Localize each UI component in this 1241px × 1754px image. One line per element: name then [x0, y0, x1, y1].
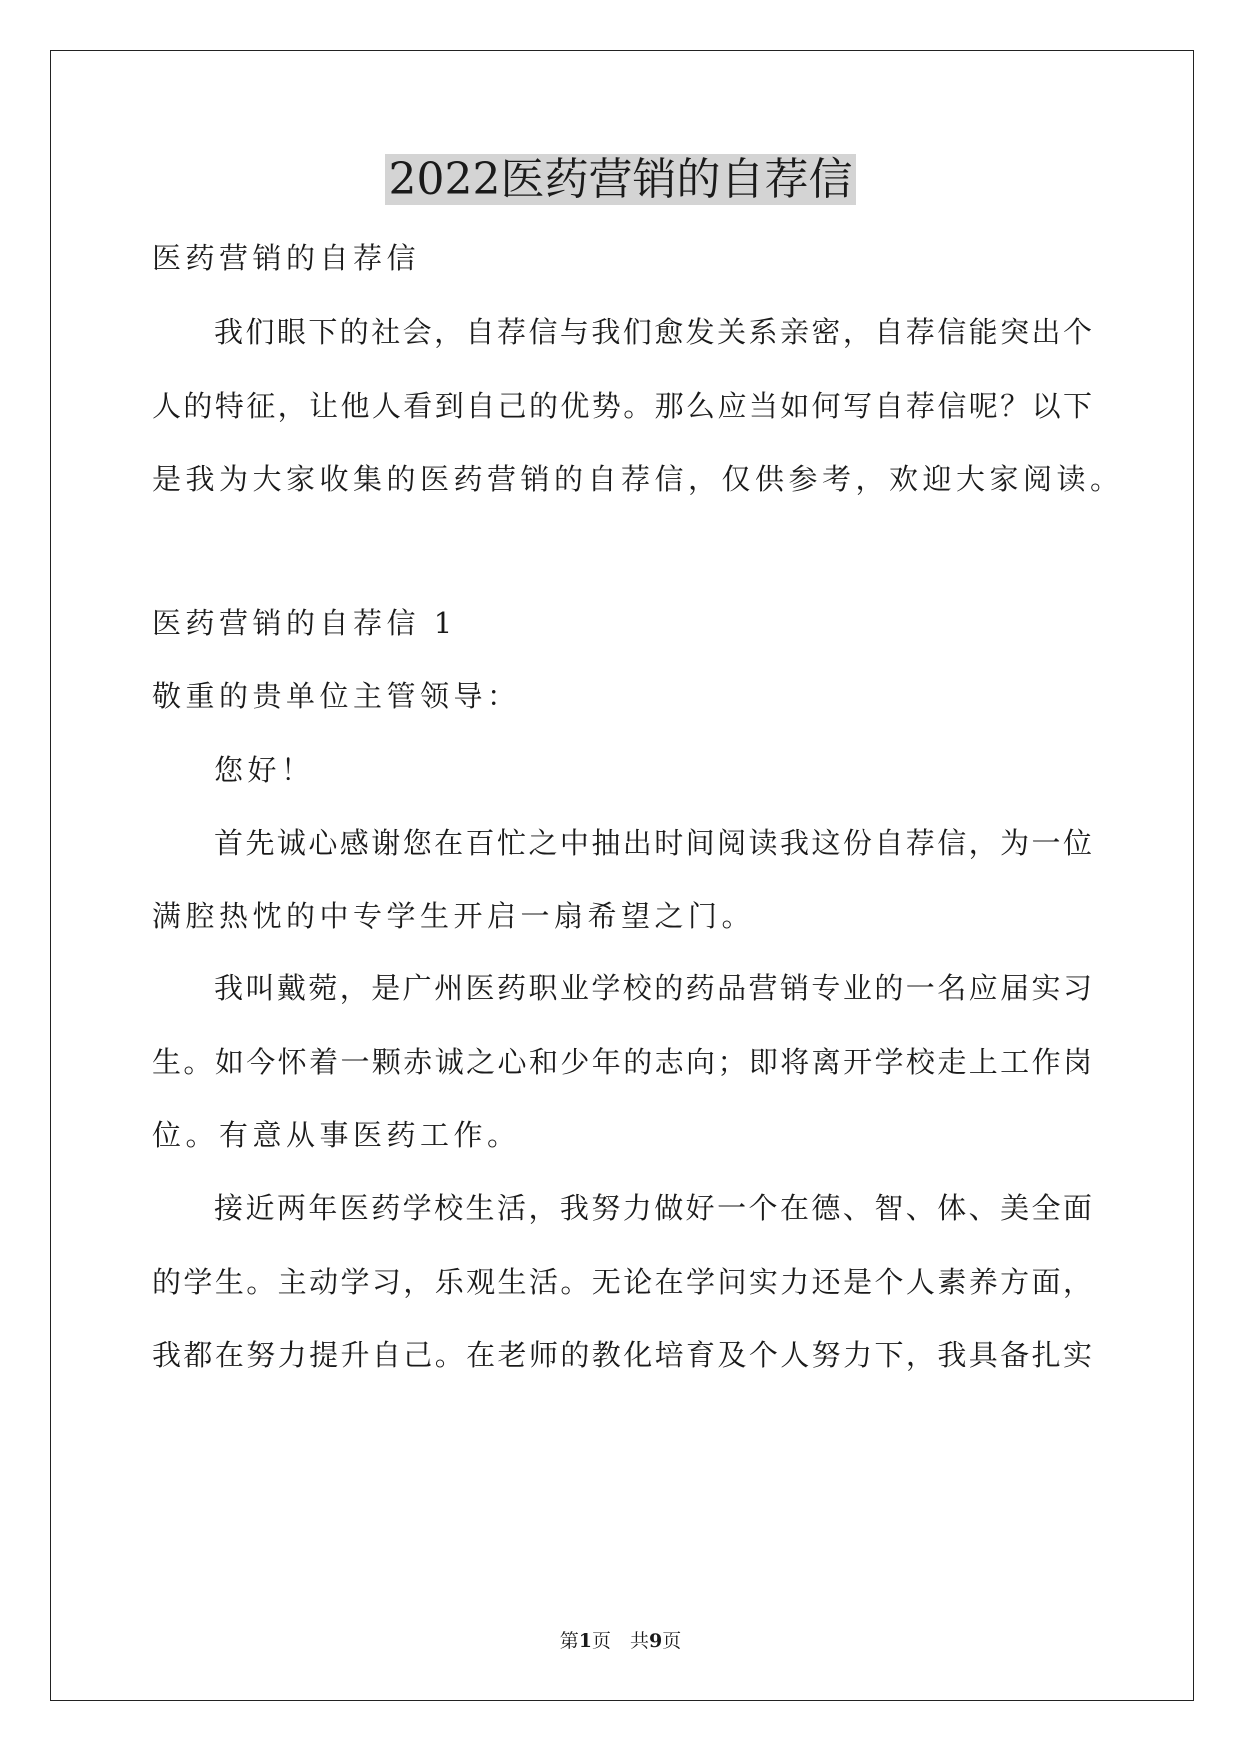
section-heading: 医药营销的自荐信 1 [152, 606, 457, 640]
greeting: 您好！ [214, 753, 315, 787]
paragraph-line: 的学生。主动学习，乐观生活。无论在学问实力还是个人素养方面， [152, 1265, 1092, 1299]
paragraph-line: 满腔热忱的中专学生开启一扇希望之门。 [152, 899, 756, 933]
footer-prefix: 第 [559, 1630, 579, 1652]
paragraph-line: 我们眼下的社会，自荐信与我们愈发关系亲密，自荐信能突出个 [214, 315, 1092, 349]
paragraph-line: 我都在努力提升自己。在老师的教化培育及个人努力下，我具备扎实 [152, 1338, 1092, 1372]
total-page-number: 9 [649, 1630, 663, 1652]
paragraph-line: 接近两年医药学校生活，我努力做好一个在德、智、体、美全面 [214, 1191, 1092, 1225]
document-title [0, 148, 1241, 212]
salutation: 敬重的贵单位主管领导： [152, 679, 521, 713]
paragraph-line: 首先诚心感谢您在百忙之中抽出时间阅读我这份自荐信，为一位 [214, 826, 1092, 860]
paragraph-line: 生。如今怀着一颗赤诚之心和少年的志向；即将离开学校走上工作岗 [152, 1045, 1092, 1079]
title-text: 2022医药营销的自荐信 [385, 154, 857, 205]
paragraph-line: 我叫戴菀，是广州医药职业学校的药品营销专业的一名应届实习 [214, 971, 1092, 1005]
page-border [50, 50, 1194, 1701]
page-footer [0, 1628, 1241, 1654]
footer-suffix: 页 [662, 1630, 682, 1652]
paragraph-line: 位。有意从事医药工作。 [152, 1118, 521, 1152]
subtitle-line: 医药营销的自荐信 [152, 241, 421, 275]
paragraph-line: 是我为大家收集的医药营销的自荐信，仅供参考，欢迎大家阅读。 [152, 462, 1124, 496]
footer-mid: 页 共 [591, 1630, 649, 1652]
current-page-number: 1 [578, 1630, 592, 1652]
paragraph-line: 人的特征，让他人看到自己的优势。那么应当如何写自荐信呢？以下 [152, 389, 1092, 423]
